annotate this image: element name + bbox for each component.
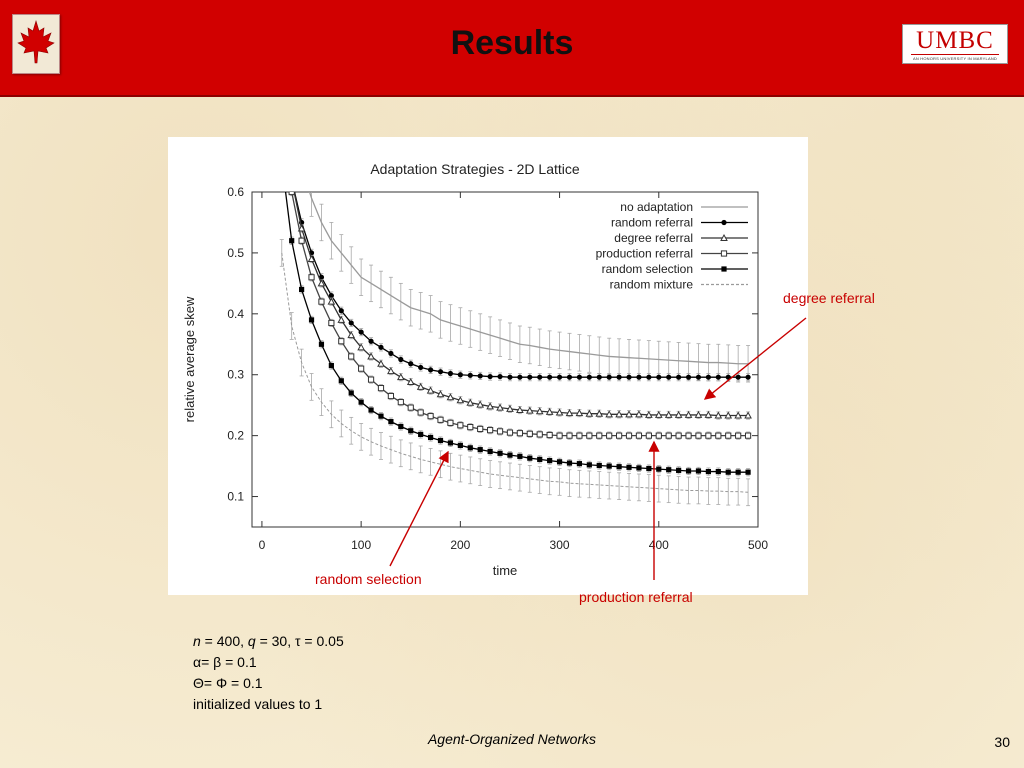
data-point-production-referral xyxy=(656,433,661,438)
data-point-random-selection xyxy=(527,456,532,461)
data-point-random-referral xyxy=(507,375,512,380)
umbc-logo xyxy=(902,24,1008,64)
parameter-list xyxy=(193,631,344,715)
annotation-degree-referral: degree referral xyxy=(783,290,875,306)
param-line-2: α= β = 0.1 xyxy=(193,654,257,670)
data-point-degree-referral xyxy=(398,374,404,380)
data-point-random-selection xyxy=(706,469,711,474)
data-point-random-selection xyxy=(696,468,701,473)
data-point-production-referral xyxy=(388,393,393,398)
slide-header xyxy=(0,0,1024,97)
param-n-symbol: n xyxy=(193,633,201,649)
data-point-production-referral xyxy=(359,366,364,371)
param-tau-value: = 0.05 xyxy=(300,633,344,649)
data-point-random-referral xyxy=(428,367,433,372)
data-point-random-referral xyxy=(349,320,354,325)
data-point-production-referral xyxy=(517,431,522,436)
data-point-production-referral xyxy=(299,238,304,243)
legend-label-production-referral: production referral xyxy=(595,246,693,261)
data-point-random-referral xyxy=(656,375,661,380)
data-point-production-referral xyxy=(378,386,383,391)
data-point-production-referral xyxy=(636,433,641,438)
data-point-production-referral xyxy=(607,433,612,438)
data-point-random-referral xyxy=(646,375,651,380)
data-point-random-referral xyxy=(458,372,463,377)
data-point-random-selection xyxy=(468,445,473,450)
data-point-random-referral xyxy=(289,177,294,182)
y-tick-label: 0.5 xyxy=(227,245,244,260)
data-point-random-selection xyxy=(616,464,621,469)
data-point-random-referral xyxy=(497,374,502,379)
x-tick-label: 100 xyxy=(351,538,372,552)
data-point-production-referral xyxy=(577,433,582,438)
data-point-random-referral xyxy=(359,329,364,334)
data-point-random-selection xyxy=(597,463,602,468)
data-point-random-selection xyxy=(488,449,493,454)
data-point-random-referral xyxy=(686,375,691,380)
data-point-random-referral xyxy=(736,375,741,380)
data-point-production-referral xyxy=(339,339,344,344)
data-point-random-selection xyxy=(418,432,423,437)
chart-title: Adaptation Strategies - 2D Lattice xyxy=(370,161,580,177)
data-point-random-selection xyxy=(388,419,393,424)
data-point-random-selection xyxy=(567,460,572,465)
data-point-production-referral xyxy=(428,414,433,419)
param-line-3: Θ= Φ = 0.1 xyxy=(193,675,263,691)
data-point-random-selection xyxy=(686,468,691,473)
data-point-random-selection xyxy=(319,342,324,347)
y-tick-label: 0.6 xyxy=(227,185,244,199)
x-tick-label: 500 xyxy=(747,538,769,552)
y-tick-label: 0.4 xyxy=(227,306,244,321)
data-point-random-referral xyxy=(398,357,403,362)
umbc-logo-text: UMBC xyxy=(916,27,994,54)
data-point-random-selection xyxy=(289,238,294,243)
data-point-random-selection xyxy=(736,470,741,475)
data-point-random-selection xyxy=(497,451,502,456)
param-line-4: initialized values to 1 xyxy=(193,696,323,712)
data-point-random-selection xyxy=(636,465,641,470)
x-axis-label: time xyxy=(492,563,518,578)
legend-label-no-adaptation: no adaptation xyxy=(620,200,693,214)
data-point-random-referral xyxy=(388,351,393,356)
footer-title: Agent-Organized Networks xyxy=(427,731,597,747)
data-point-random-selection xyxy=(666,467,671,472)
data-point-production-referral xyxy=(319,299,324,304)
data-point-random-referral xyxy=(517,375,522,380)
slide-title: Results xyxy=(450,24,574,62)
data-point-random-selection xyxy=(279,159,284,164)
data-point-random-selection xyxy=(745,470,750,475)
data-point-production-referral xyxy=(398,400,403,405)
y-tick-label: 0.1 xyxy=(227,489,244,504)
data-point-random-referral xyxy=(666,375,671,380)
data-point-production-referral xyxy=(458,423,463,428)
data-point-production-referral xyxy=(646,433,651,438)
data-point-random-referral xyxy=(557,375,562,380)
data-point-production-referral xyxy=(418,410,423,415)
data-point-random-referral xyxy=(527,375,532,380)
annotation-production-referral: production referral xyxy=(579,589,693,605)
data-point-production-referral xyxy=(666,433,671,438)
data-point-production-referral xyxy=(349,354,354,359)
data-point-random-selection xyxy=(626,465,631,470)
data-point-production-referral xyxy=(597,433,602,438)
slide-number: 30 xyxy=(994,734,1010,750)
data-point-random-selection xyxy=(607,463,612,468)
param-tau-symbol: τ xyxy=(295,633,301,649)
data-point-production-referral xyxy=(408,405,413,410)
data-point-production-referral xyxy=(726,433,731,438)
annotation-random-selection: random selection xyxy=(315,571,422,587)
data-point-random-selection xyxy=(726,470,731,475)
x-tick-label: 0 xyxy=(258,538,266,552)
param-line-1 xyxy=(193,631,344,652)
data-point-production-referral xyxy=(537,432,542,437)
data-point-random-referral xyxy=(537,375,542,380)
data-point-production-referral xyxy=(616,433,621,438)
data-point-random-referral xyxy=(339,308,344,313)
data-point-random-referral xyxy=(597,375,602,380)
x-tick-label: 300 xyxy=(549,538,570,552)
data-point-random-referral xyxy=(616,375,621,380)
data-point-production-referral xyxy=(706,433,711,438)
data-point-random-selection xyxy=(458,443,463,448)
data-point-random-referral xyxy=(438,369,443,374)
data-point-random-selection xyxy=(646,466,651,471)
data-point-random-referral xyxy=(676,375,681,380)
data-point-random-referral xyxy=(478,373,483,378)
data-point-random-selection xyxy=(716,469,721,474)
data-point-random-selection xyxy=(448,440,453,445)
data-point-production-referral xyxy=(438,417,443,422)
legend-label-random-mixture: random mixture xyxy=(609,277,693,292)
data-point-random-selection xyxy=(309,317,314,322)
data-point-random-referral xyxy=(716,375,721,380)
umbc-logo-rule xyxy=(911,54,999,55)
y-tick-label: 0.3 xyxy=(227,367,244,382)
data-point-random-selection xyxy=(378,414,383,419)
data-point-random-selection xyxy=(368,407,373,412)
data-point-production-referral xyxy=(686,433,691,438)
data-point-random-referral xyxy=(468,373,473,378)
data-point-production-referral xyxy=(309,275,314,280)
data-point-random-selection xyxy=(656,467,661,472)
data-point-production-referral xyxy=(716,433,721,438)
data-point-production-referral xyxy=(676,433,681,438)
data-point-production-referral xyxy=(478,426,483,431)
data-point-random-referral xyxy=(567,375,572,380)
data-point-random-selection xyxy=(507,453,512,458)
data-point-random-selection xyxy=(339,378,344,383)
legend-label-random-referral: random referral xyxy=(610,215,693,230)
legend-marker-production-referral xyxy=(721,251,726,256)
data-point-production-referral xyxy=(448,420,453,425)
data-point-random-referral xyxy=(745,375,750,380)
data-point-random-selection xyxy=(299,287,304,292)
param-q-value: = 30, xyxy=(255,633,295,649)
data-point-random-referral xyxy=(587,375,592,380)
data-point-production-referral xyxy=(468,425,473,430)
data-point-production-referral xyxy=(289,189,294,194)
data-point-production-referral xyxy=(745,433,750,438)
param-n-value: = 400, xyxy=(200,633,248,649)
x-tick-label: 200 xyxy=(450,538,471,552)
chart-legend xyxy=(596,200,748,292)
y-tick-label: 0.2 xyxy=(227,428,244,443)
umbc-logo-tagline: AN HONORS UNIVERSITY IN MARYLAND xyxy=(912,56,998,61)
data-point-random-selection xyxy=(537,457,542,462)
legend-marker-random-referral xyxy=(721,220,726,225)
data-point-random-selection xyxy=(408,428,413,433)
data-point-random-selection xyxy=(547,458,552,463)
data-point-random-referral xyxy=(607,375,612,380)
data-point-production-referral xyxy=(547,432,552,437)
data-point-random-selection xyxy=(587,462,592,467)
y-axis-label: relative average skew xyxy=(182,296,197,423)
data-point-random-referral xyxy=(726,375,731,380)
data-point-random-referral xyxy=(547,375,552,380)
data-point-random-selection xyxy=(349,390,354,395)
data-point-production-referral xyxy=(587,433,592,438)
data-point-degree-referral xyxy=(338,317,344,323)
data-point-random-referral xyxy=(626,375,631,380)
adaptation-strategies-chart xyxy=(168,137,808,595)
legend-label-degree-referral: degree referral xyxy=(614,231,693,245)
data-point-production-referral xyxy=(507,430,512,435)
data-point-random-referral xyxy=(448,371,453,376)
data-point-random-referral xyxy=(696,375,701,380)
data-point-random-selection xyxy=(438,438,443,443)
data-point-production-referral xyxy=(567,433,572,438)
data-point-random-selection xyxy=(428,435,433,440)
data-point-random-selection xyxy=(577,461,582,466)
data-point-production-referral xyxy=(368,377,373,382)
data-point-random-selection xyxy=(359,400,364,405)
data-point-random-referral xyxy=(706,375,711,380)
data-point-random-referral xyxy=(636,375,641,380)
data-point-random-referral xyxy=(408,361,413,366)
legend-label-random-selection: random selection xyxy=(601,262,693,276)
data-point-random-selection xyxy=(676,468,681,473)
data-point-production-referral xyxy=(527,431,532,436)
data-point-random-referral xyxy=(577,375,582,380)
data-point-degree-referral xyxy=(408,379,414,385)
data-point-random-selection xyxy=(398,424,403,429)
data-point-random-referral xyxy=(368,339,373,344)
param-q-symbol: q xyxy=(247,633,256,649)
data-point-production-referral xyxy=(626,433,631,438)
data-point-degree-referral xyxy=(289,177,295,183)
x-tick-label: 400 xyxy=(648,538,669,552)
data-point-random-selection xyxy=(478,447,483,452)
data-point-random-selection xyxy=(557,459,562,464)
data-point-degree-referral xyxy=(418,384,424,390)
data-point-production-referral xyxy=(488,428,493,433)
data-point-production-referral xyxy=(696,433,701,438)
data-point-production-referral xyxy=(557,433,562,438)
data-point-random-selection xyxy=(329,363,334,368)
data-point-random-referral xyxy=(488,374,493,379)
data-point-production-referral xyxy=(329,320,334,325)
data-point-random-selection xyxy=(517,454,522,459)
data-point-random-referral xyxy=(378,345,383,350)
data-point-random-referral xyxy=(418,365,423,370)
data-point-production-referral xyxy=(497,429,502,434)
data-point-production-referral xyxy=(736,433,741,438)
legend-marker-random-selection xyxy=(721,266,726,271)
